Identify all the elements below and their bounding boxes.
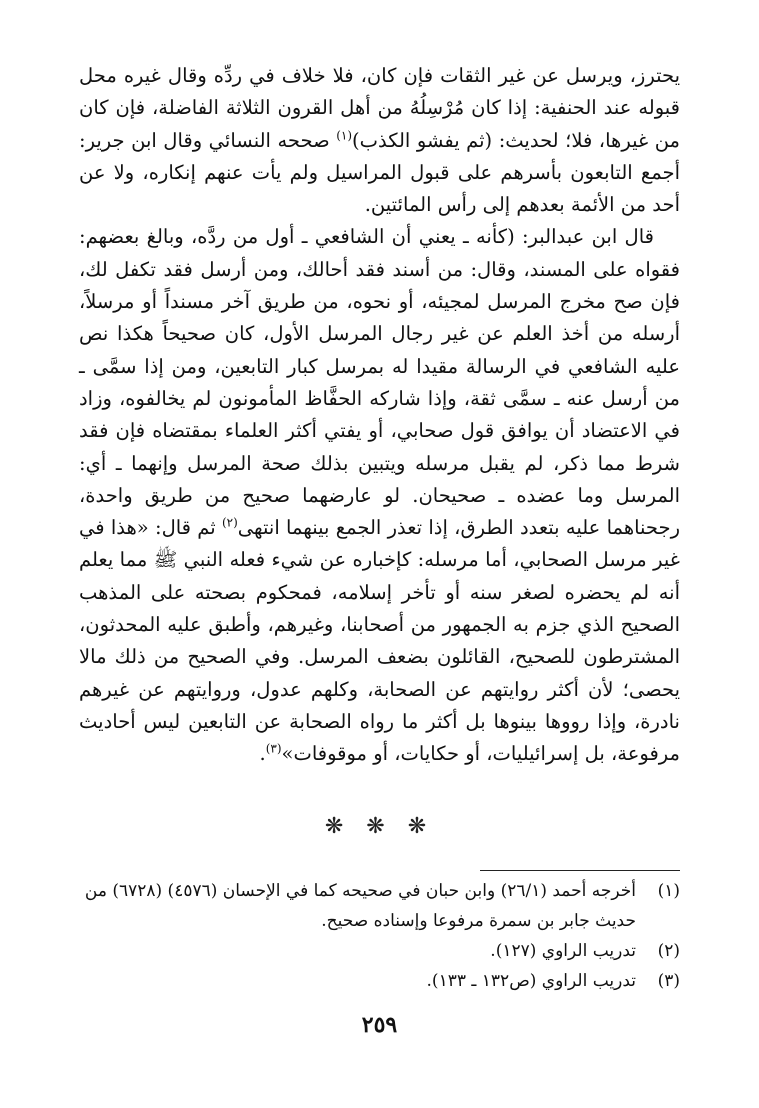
section-separator: ❋ ❋ ❋ — [324, 814, 435, 839]
footnote-ref-1: (١) — [336, 128, 353, 143]
footnote-3 — [79, 966, 680, 996]
paragraph-2-part-1: قال ابن عبدالبر: (كأنه ـ يعني أن الشافعي ـ أول من ردَّه، وبالغ بعضهم: فقواه على المسند، وقال: من أسند فقد أحالك، ومن أرسل فقد تكفل لك، فإن صح مخرج المرسل لمجيئه، أو نحوه، من طريق آخر مسنداً أو مرسلاً، أرسله من أخذ العلم عن غير رجال المرسل الأول، كان صحيحاً هكذا نص عليه الشافعي في الرسالة مقيدا له بمرسل كبار التابعين، ومن إذا سمَّى ـ من أرسل عنه ـ سمَّى ثقة، وإذا شاركه الحفَّاظ المأمونون لم يخالفوه، وزاد في الاعتضاد أن يوافق قول صحابي، أو يفتي أكثر العلماء بمقتضاه فإن فقد شرط مما ذكر، لم يقبل مرسله ويتبين بذلك صحة المرسل وإنهما ـ أي: المرسل وما عضده ـ صحيحان. لو عارضهما صحيح من طريق واحدة، رجحناهما عليه بتعدد الطرق، إذا تعذر الجمع بينهما انتهى — [79, 225, 680, 540]
paragraph-1 — [79, 60, 680, 221]
footnote-3-number: (٣) — [657, 971, 680, 991]
main-text — [79, 60, 680, 771]
footnotes — [79, 876, 680, 996]
footnote-ref-2: (٢) — [221, 515, 238, 530]
paragraph-2-part-2: ثم قال: «هذا في غير مرسل الصحابي، أما مرسله: كإخباره عن شيء فعله النبي ﷺ مما يعلم أنه لم يحضره لصغر سنه أو تأخر إسلامه، فمحكوم بصحته على المذهب الصحيح الذي جزم به الجمهور من أصحابنا، وغيرهم، وأطبق عليه المحدثون، المشترطون للصحيح، القائلون بضعف المرسل. وفي الصحيح من ذلك مالا يحصى؛ لأن أكثر روايتهم عن الصحابة، وكلهم عدول، وروايتهم عن غيرهم نادرة، وإذا رووها بينوها بل أكثر ما رواه الصحابة عن التابعين ليس أحاديث مرفوعة، بل إسرائيليات، أو حكايات، أو موقوفات» — [79, 516, 680, 766]
footnote-2 — [79, 936, 680, 966]
footnote-1 — [79, 876, 680, 936]
footnote-1-text: أخرجه أحمد (٢٦/١) وابن حبان في صحيحه كما في الإحسان (٤٥٧٦) (٦٧٢٨) من حديث جابر بن سمرة مرفوعا وإسناده صحيح. — [84, 881, 636, 931]
footnote-3-text: تدريب الراوي (ص١٣٢ ـ ١٣٣). — [426, 971, 636, 991]
footnote-1-number: (١) — [657, 881, 680, 901]
footnote-divider — [480, 870, 680, 871]
paragraph-2 — [79, 221, 680, 770]
page-number: ٢٥٩ — [361, 1012, 398, 1038]
footnote-2-number: (٢) — [657, 941, 680, 961]
paragraph-1-part-2: صححه النسائي وقال ابن جرير: أجمع التابعون بأسرهم على قبول المراسيل ولم يأت عنهم إنكاره، ولا عن أحد من الأئمة بعدهم إلى رأس المائتين. — [79, 128, 680, 217]
paragraph-2-end: . — [259, 742, 266, 766]
footnote-ref-3: (٣) — [265, 741, 282, 756]
footnote-2-text: تدريب الراوي (١٢٧). — [490, 941, 636, 961]
paragraph-1-part-1: يحترز، ويرسل عن غير الثقات فإن كان، فلا خلاف في ردِّه وقال غيره محل قبوله عند الحنفية: إذا كان مُرْسِلُهُ من أهل القرون الثلاثة الفاضلة، فإن كان من غيرها، فلا؛ لحديث: (ثم يفشو الكذب) — [79, 64, 680, 152]
